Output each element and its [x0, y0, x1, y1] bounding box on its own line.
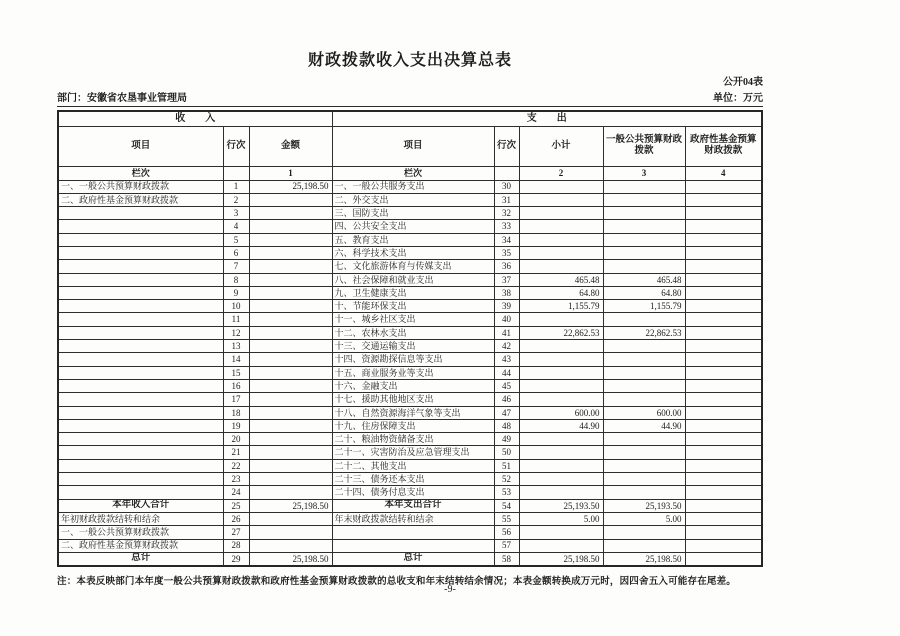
- expense-gov-fund-cell: [685, 473, 762, 486]
- expense-gov-fund-cell: [685, 433, 762, 446]
- income-item-cell: 二、政府性基金预算财政拨款: [58, 193, 223, 206]
- expense-gov-fund-cell: [685, 246, 762, 259]
- expense-item-cell: 三、国防支出: [332, 207, 494, 220]
- income-line-cell: 16: [223, 379, 249, 392]
- income-item-cell: 年初财政拨款结转和结余: [58, 512, 223, 525]
- income-amount-cell: [249, 433, 332, 446]
- expense-subtotal-cell: 600.00: [519, 406, 603, 419]
- income-line-cell: 29: [223, 552, 249, 565]
- income-line-cell: 20: [223, 433, 249, 446]
- expense-gov-fund-cell: [685, 406, 762, 419]
- income-amount-cell: [249, 526, 332, 539]
- expense-item-cell: 年末财政拨款结转和结余: [332, 512, 494, 525]
- table-row: [58, 260, 762, 273]
- expense-gov-fund-cell: [685, 552, 762, 565]
- empty-cell: [494, 166, 519, 180]
- expense-gov-fund-cell: [685, 300, 762, 313]
- income-column-index-label: 栏次: [58, 166, 223, 180]
- income-line-cell: 11: [223, 313, 249, 326]
- income-line-cell: 10: [223, 300, 249, 313]
- expense-gov-fund-cell: [685, 486, 762, 499]
- expense-line-cell: 47: [494, 406, 519, 419]
- table-row: [58, 393, 762, 406]
- expense-subtotal-cell: 25,198.50: [519, 552, 603, 565]
- page-title: 财政拨款收入支出决算总表: [307, 52, 512, 69]
- income-amount-header: 金额: [249, 126, 332, 166]
- table-row: [58, 379, 762, 392]
- income-item-cell: [58, 220, 223, 233]
- table-row: [58, 246, 762, 259]
- expense-general-budget-cell: [603, 446, 685, 459]
- expense-gov-fund-cell: [685, 499, 762, 512]
- expense-general-budget-cell: [603, 233, 685, 246]
- expense-item-header: 项目: [332, 126, 494, 166]
- expense-subtotal-cell: 5.00: [519, 512, 603, 525]
- expense-line-cell: 41: [494, 326, 519, 339]
- income-amount-cell: [249, 406, 332, 419]
- meta-row: [57, 89, 763, 107]
- income-amount-cell: [249, 313, 332, 326]
- expense-gov-fund-cell: [685, 419, 762, 432]
- income-item-cell: [58, 473, 223, 486]
- expense-item-cell: 本年支出合计: [332, 499, 494, 512]
- income-amount-cell: [249, 246, 332, 259]
- income-item-cell: 本年收入合计: [58, 499, 223, 512]
- income-amount-cell: [249, 473, 332, 486]
- expense-item-cell: [332, 539, 494, 552]
- income-item-cell: [58, 379, 223, 392]
- income-line-cell: 1: [223, 180, 249, 193]
- expense-general-budget-cell: [603, 180, 685, 193]
- table-row: [58, 499, 762, 512]
- table-body: [58, 180, 762, 566]
- income-line-cell: 7: [223, 260, 249, 273]
- expense-line-cell: 30: [494, 180, 519, 193]
- income-item-cell: [58, 459, 223, 472]
- expense-general-budget-cell: [603, 539, 685, 552]
- expense-gov-fund-cell: [685, 220, 762, 233]
- expense-item-cell: 二十一、灾害防治及应急管理支出: [332, 446, 494, 459]
- income-item-cell: [58, 207, 223, 220]
- income-amount-cell: [249, 286, 332, 299]
- income-amount-cell: [249, 419, 332, 432]
- expense-line-cell: 55: [494, 512, 519, 525]
- income-line-cell: 14: [223, 353, 249, 366]
- income-line-cell: 13: [223, 340, 249, 353]
- expense-line-cell: 37: [494, 273, 519, 286]
- expense-general-budget-cell: [603, 353, 685, 366]
- expense-subtotal-cell: [519, 353, 603, 366]
- income-item-cell: [58, 393, 223, 406]
- income-line-cell: 3: [223, 207, 249, 220]
- income-line-cell: 18: [223, 406, 249, 419]
- expense-gov-fund-cell: [685, 526, 762, 539]
- expense-line-cell: 50: [494, 446, 519, 459]
- expense-line-cell: 44: [494, 366, 519, 379]
- income-amount-cell: [249, 340, 332, 353]
- income-line-cell: 19: [223, 419, 249, 432]
- income-amount-cell: [249, 326, 332, 339]
- income-line-cell: 15: [223, 366, 249, 379]
- expense-general-budget-cell: [603, 246, 685, 259]
- expense-general-budget-cell: [603, 459, 685, 472]
- expense-gov-fund-cell: [685, 446, 762, 459]
- income-item-cell: [58, 260, 223, 273]
- expense-column-index-label: 栏次: [332, 166, 494, 180]
- table-row: [58, 473, 762, 486]
- income-item-cell: [58, 366, 223, 379]
- table-code: 公开04表: [723, 77, 763, 88]
- income-item-header: 项目: [58, 126, 223, 166]
- table-row: [58, 220, 762, 233]
- table-row: [58, 340, 762, 353]
- income-amount-cell: [249, 220, 332, 233]
- income-item-cell: 二、政府性基金预算财政拨款: [58, 539, 223, 552]
- expense-gov-fund-cell: [685, 207, 762, 220]
- expense-line-cell: 38: [494, 286, 519, 299]
- expense-subtotal-cell: [519, 340, 603, 353]
- income-item-cell: [58, 406, 223, 419]
- expense-line-cell: 32: [494, 207, 519, 220]
- income-amount-cell: [249, 207, 332, 220]
- income-line-header: 行次: [223, 126, 249, 166]
- income-item-cell: [58, 353, 223, 366]
- income-line-cell: 4: [223, 220, 249, 233]
- expense-item-cell: 八、社会保障和就业支出: [332, 273, 494, 286]
- expense-subtotal-cell: [519, 473, 603, 486]
- expense-subtotal-cell: [519, 260, 603, 273]
- income-amount-cell: [249, 233, 332, 246]
- table-row: [58, 300, 762, 313]
- expense-subtotal-cell: [519, 193, 603, 206]
- expense-gov-fund-cell: [685, 193, 762, 206]
- table-row: [58, 419, 762, 432]
- expense-subtotal-cell: 1,155.79: [519, 300, 603, 313]
- expense-general-budget-cell: [603, 207, 685, 220]
- income-item-cell: [58, 486, 223, 499]
- expense-section-header: 支 出: [332, 111, 762, 126]
- column-header-row: [58, 126, 762, 166]
- expense-item-cell: 二十二、其他支出: [332, 459, 494, 472]
- expense-general-budget-cell: 5.00: [603, 512, 685, 525]
- expense-subtotal-header: 小计: [519, 126, 603, 166]
- expense-line-cell: 58: [494, 552, 519, 565]
- expense-gov-fund-cell: [685, 286, 762, 299]
- table-row: [58, 539, 762, 552]
- expense-gov-fund-cell: [685, 180, 762, 193]
- expense-item-cell: 二十、粮油物资储备支出: [332, 433, 494, 446]
- income-item-cell: [58, 340, 223, 353]
- expense-subtotal-cell: [519, 366, 603, 379]
- income-item-cell: [58, 433, 223, 446]
- income-line-cell: 25: [223, 499, 249, 512]
- income-line-cell: 5: [223, 233, 249, 246]
- expense-subtotal-cell: [519, 207, 603, 220]
- income-amount-cell: [249, 260, 332, 273]
- income-item-cell: [58, 233, 223, 246]
- expense-line-cell: 45: [494, 379, 519, 392]
- expense-gov-fund-cell: [685, 393, 762, 406]
- budget-summary-table: [57, 110, 763, 567]
- expense-gov-fund-header: 政府性基金预算财政拨款: [685, 126, 762, 166]
- expense-item-cell: 十七、援助其他地区支出: [332, 393, 494, 406]
- expense-general-budget-cell: [603, 260, 685, 273]
- table-row: [58, 207, 762, 220]
- expense-gov-fund-cell: [685, 353, 762, 366]
- income-amount-cell: [249, 300, 332, 313]
- income-amount-cell: [249, 393, 332, 406]
- expense-general-budget-cell: [603, 393, 685, 406]
- expense-line-cell: 40: [494, 313, 519, 326]
- expense-subtotal-cell: [519, 220, 603, 233]
- table-row: [58, 326, 762, 339]
- empty-cell: [223, 166, 249, 180]
- table-row: [58, 552, 762, 565]
- income-line-cell: 12: [223, 326, 249, 339]
- expense-general-budget-cell: [603, 379, 685, 392]
- expense-general-budget-cell: [603, 340, 685, 353]
- income-line-cell: 17: [223, 393, 249, 406]
- expense-gov-fund-cell: [685, 459, 762, 472]
- expense-subtotal-cell: [519, 459, 603, 472]
- expense-subtotal-cell: 465.48: [519, 273, 603, 286]
- income-item-cell: 一、一般公共预算财政拨款: [58, 526, 223, 539]
- expense-line-cell: 51: [494, 459, 519, 472]
- expense-general-budget-cell: 22,862.53: [603, 326, 685, 339]
- expense-item-cell: 总计: [332, 552, 494, 565]
- expense-subtotal-cell: 25,193.50: [519, 499, 603, 512]
- expense-general-budget-cell: 64.80: [603, 286, 685, 299]
- expense-item-cell: 十八、自然资源海洋气象等支出: [332, 406, 494, 419]
- page-number: -9-: [444, 584, 456, 595]
- expense-line-cell: 56: [494, 526, 519, 539]
- income-line-cell: 27: [223, 526, 249, 539]
- expense-item-cell: 十三、交通运输支出: [332, 340, 494, 353]
- expense-general-budget-cell: [603, 193, 685, 206]
- expense-line-cell: 39: [494, 300, 519, 313]
- expense-subtotal-cell: [519, 486, 603, 499]
- expense-general-budget-cell: 600.00: [603, 406, 685, 419]
- expense-general-budget-cell: [603, 486, 685, 499]
- expense-gov-fund-cell: [685, 313, 762, 326]
- income-section-header: 收 入: [58, 111, 332, 126]
- expense-item-cell: 十一、城乡社区支出: [332, 313, 494, 326]
- expense-subtotal-cell: [519, 539, 603, 552]
- expense-general-budget-cell: 25,193.50: [603, 499, 685, 512]
- section-header-row: [58, 111, 762, 126]
- income-line-cell: 22: [223, 459, 249, 472]
- income-item-cell: 一、一般公共预算财政拨款: [58, 180, 223, 193]
- expense-item-cell: 十、节能环保支出: [332, 300, 494, 313]
- expense-line-cell: 31: [494, 193, 519, 206]
- expense-subtotal-cell: [519, 379, 603, 392]
- table-row: [58, 180, 762, 193]
- table-row: [58, 233, 762, 246]
- expense-subtotal-cell: 22,862.53: [519, 326, 603, 339]
- expense-item-cell: 二、外交支出: [332, 193, 494, 206]
- expense-line-cell: 49: [494, 433, 519, 446]
- expense-item-cell: 六、科学技术支出: [332, 246, 494, 259]
- expense-general-budget-cell: [603, 366, 685, 379]
- income-amount-cell: 25,198.50: [249, 499, 332, 512]
- table-row: [58, 446, 762, 459]
- expense-gov-fund-cell: [685, 233, 762, 246]
- expense-subtotal-cell: [519, 393, 603, 406]
- expense-item-cell: 十二、农林水支出: [332, 326, 494, 339]
- expense-item-cell: 十六、金融支出: [332, 379, 494, 392]
- income-item-cell: [58, 419, 223, 432]
- expense-subtotal-cell: 64.80: [519, 286, 603, 299]
- table-row: [58, 512, 762, 525]
- expense-subtotal-cell: [519, 446, 603, 459]
- footnote: 注：本表反映部门本年度一般公共预算财政拨款和政府性基金预算财政拨款的总收支和年末结转结余情况；本表金额转换成万元时，因四舍五入可能存在尾差。: [57, 576, 737, 587]
- income-item-cell: 总计: [58, 552, 223, 565]
- income-item-cell: [58, 286, 223, 299]
- income-col-index-1: 1: [249, 166, 332, 180]
- income-amount-cell: 25,198.50: [249, 552, 332, 565]
- income-amount-cell: [249, 459, 332, 472]
- table-row: [58, 193, 762, 206]
- table-row: [58, 459, 762, 472]
- expense-gov-fund-cell: [685, 366, 762, 379]
- expense-general-budget-cell: 44.90: [603, 419, 685, 432]
- expense-general-budget-cell: [603, 473, 685, 486]
- income-line-cell: 28: [223, 539, 249, 552]
- income-line-cell: 21: [223, 446, 249, 459]
- expense-gov-fund-cell: [685, 340, 762, 353]
- expense-line-cell: 34: [494, 233, 519, 246]
- table-row: [58, 313, 762, 326]
- expense-item-cell: [332, 526, 494, 539]
- expense-subtotal-cell: [519, 433, 603, 446]
- expense-item-cell: 十四、资源勘探信息等支出: [332, 353, 494, 366]
- expense-item-cell: 九、卫生健康支出: [332, 286, 494, 299]
- table-row: [58, 353, 762, 366]
- expense-line-cell: 46: [494, 393, 519, 406]
- income-amount-cell: [249, 446, 332, 459]
- expense-item-cell: 十九、住房保障支出: [332, 419, 494, 432]
- expense-general-budget-cell: 465.48: [603, 273, 685, 286]
- expense-gov-fund-cell: [685, 260, 762, 273]
- income-line-cell: 8: [223, 273, 249, 286]
- unit-label: 单位：万元: [713, 93, 763, 104]
- expense-line-cell: 54: [494, 499, 519, 512]
- income-line-cell: 26: [223, 512, 249, 525]
- income-line-cell: 24: [223, 486, 249, 499]
- income-line-cell: 9: [223, 286, 249, 299]
- expense-general-budget-cell: [603, 526, 685, 539]
- expense-general-budget-cell: [603, 433, 685, 446]
- expense-general-budget-cell: 25,198.50: [603, 552, 685, 565]
- expense-subtotal-cell: [519, 313, 603, 326]
- income-item-cell: [58, 300, 223, 313]
- expense-general-budget-cell: 1,155.79: [603, 300, 685, 313]
- expense-gov-fund-cell: [685, 539, 762, 552]
- table-row: [58, 433, 762, 446]
- expense-line-cell: 43: [494, 353, 519, 366]
- expense-item-cell: 二十三、债务还本支出: [332, 473, 494, 486]
- expense-col-index-3: 3: [603, 166, 685, 180]
- expense-col-index-4: 4: [685, 166, 762, 180]
- expense-line-cell: 42: [494, 340, 519, 353]
- expense-line-cell: 53: [494, 486, 519, 499]
- income-line-cell: 23: [223, 473, 249, 486]
- income-amount-cell: [249, 273, 332, 286]
- document-content: [57, 0, 763, 587]
- expense-line-cell: 57: [494, 539, 519, 552]
- income-amount-cell: [249, 539, 332, 552]
- expense-item-cell: 二十四、债务付息支出: [332, 486, 494, 499]
- expense-line-cell: 52: [494, 473, 519, 486]
- income-amount-cell: [249, 193, 332, 206]
- table-row: [58, 273, 762, 286]
- expense-subtotal-cell: [519, 246, 603, 259]
- income-item-cell: [58, 273, 223, 286]
- income-amount-cell: [249, 512, 332, 525]
- income-item-cell: [58, 246, 223, 259]
- table-row: [58, 366, 762, 379]
- expense-line-cell: 35: [494, 246, 519, 259]
- income-amount-cell: [249, 486, 332, 499]
- expense-item-cell: 七、文化旅游体育与传媒支出: [332, 260, 494, 273]
- expense-line-cell: 36: [494, 260, 519, 273]
- expense-general-budget-cell: [603, 313, 685, 326]
- income-amount-cell: [249, 366, 332, 379]
- expense-gov-fund-cell: [685, 326, 762, 339]
- expense-subtotal-cell: 44.90: [519, 419, 603, 432]
- income-item-cell: [58, 326, 223, 339]
- expense-line-cell: 33: [494, 220, 519, 233]
- expense-item-cell: 十五、商业服务业等支出: [332, 366, 494, 379]
- expense-item-cell: 一、一般公共服务支出: [332, 180, 494, 193]
- expense-line-header: 行次: [494, 126, 519, 166]
- expense-gov-fund-cell: [685, 512, 762, 525]
- expense-subtotal-cell: [519, 180, 603, 193]
- table-row: [58, 286, 762, 299]
- expense-subtotal-cell: [519, 233, 603, 246]
- income-amount-cell: [249, 353, 332, 366]
- expense-gov-fund-cell: [685, 379, 762, 392]
- expense-item-cell: 四、公共安全支出: [332, 220, 494, 233]
- income-line-cell: 2: [223, 193, 249, 206]
- expense-general-budget-header: 一般公共预算财政拨款: [603, 126, 685, 166]
- expense-line-cell: 48: [494, 419, 519, 432]
- column-index-row: [58, 166, 762, 180]
- table-row: [58, 486, 762, 499]
- expense-item-cell: 五、教育支出: [332, 233, 494, 246]
- expense-subtotal-cell: [519, 526, 603, 539]
- table-row: [58, 526, 762, 539]
- department-label: 部门：安徽省农垦事业管理局: [57, 93, 187, 104]
- income-line-cell: 6: [223, 246, 249, 259]
- income-item-cell: [58, 446, 223, 459]
- income-item-cell: [58, 313, 223, 326]
- expense-gov-fund-cell: [685, 273, 762, 286]
- expense-general-budget-cell: [603, 220, 685, 233]
- income-amount-cell: [249, 379, 332, 392]
- table-row: [58, 406, 762, 419]
- expense-col-index-2: 2: [519, 166, 603, 180]
- income-amount-cell: 25,198.50: [249, 180, 332, 193]
